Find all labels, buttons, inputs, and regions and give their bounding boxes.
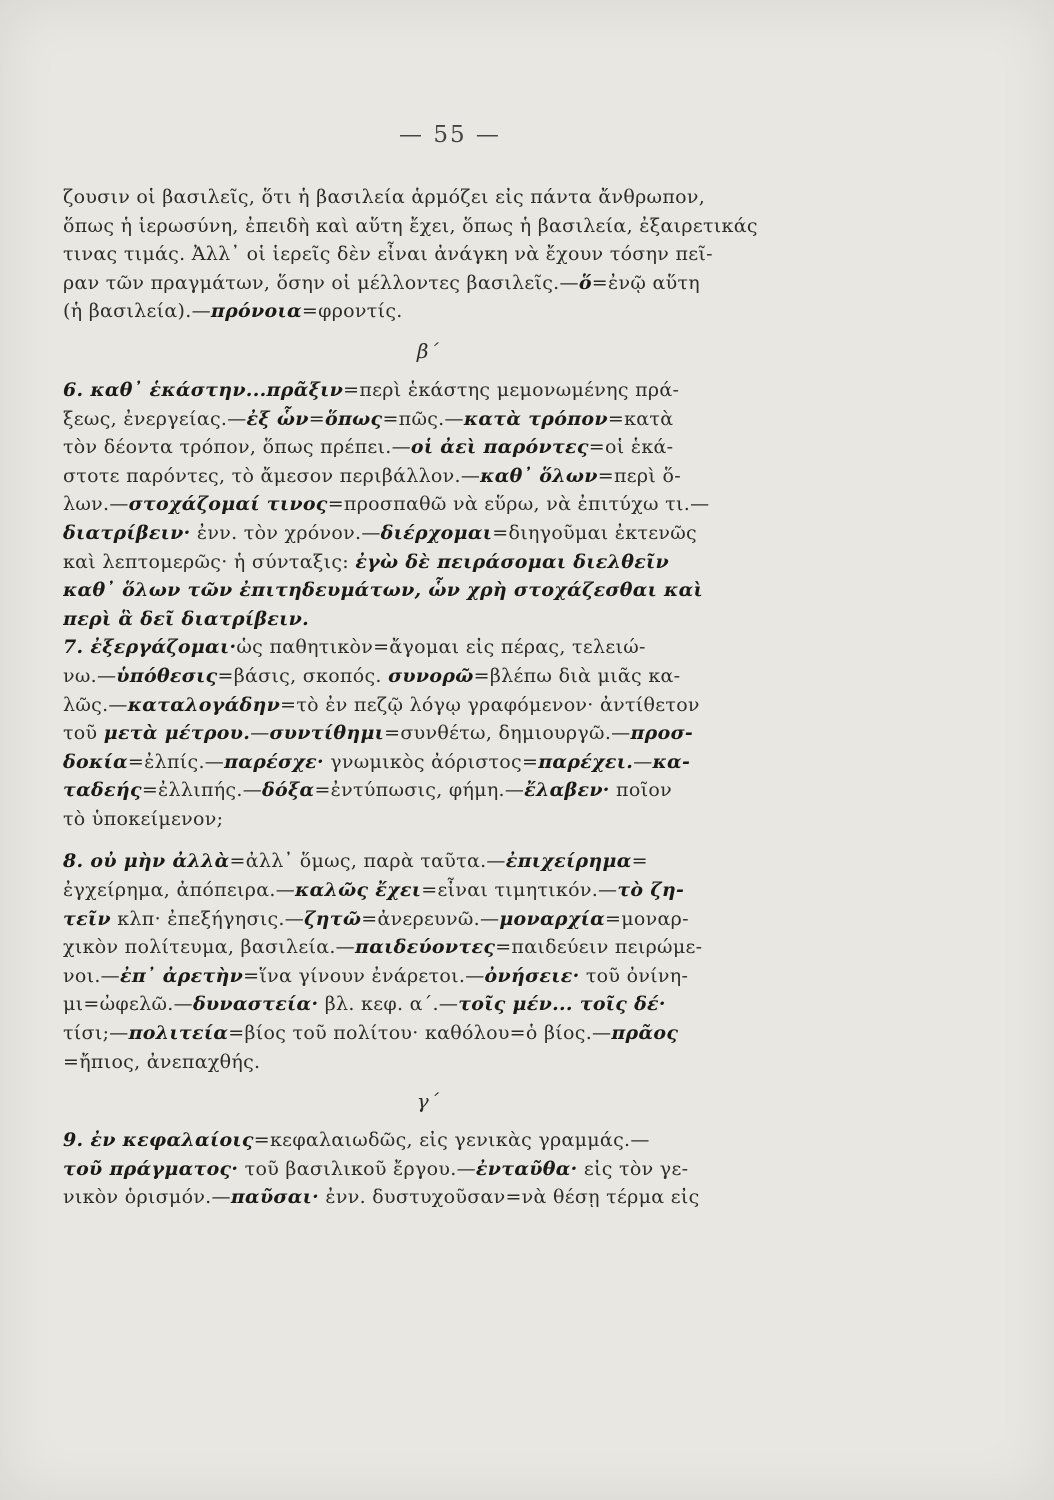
gloss-text: τὸ ὑποκείμενον; xyxy=(63,807,224,830)
lemma-term: μοναρχία xyxy=(499,907,606,930)
gloss-text: =διηγοῦμαι ἐκτενῶς xyxy=(492,521,697,544)
text-line xyxy=(63,633,853,662)
lemma-term: στοχάζομαί τινος xyxy=(128,493,328,516)
gloss-text: =εἶναι τιμητικόν.— xyxy=(421,879,618,902)
gloss-text: νικὸν ὁρισμόν.— xyxy=(63,1186,231,1209)
gloss-text: = xyxy=(631,850,648,873)
gloss-text: τινας τιμάς. Ἀλλ᾽ οἱ ἱερεῖς δὲν εἶναι ἀνάγκη νὰ ἔχουν τόσην πεῖ- xyxy=(63,243,713,266)
lemma-term: καλῶς ἔχει xyxy=(295,879,422,902)
lemma-term: δοκία xyxy=(63,750,128,773)
text-line xyxy=(63,576,853,605)
text-line xyxy=(63,1155,853,1184)
gloss-text: τοῦ ὀνίνη- xyxy=(579,964,689,987)
gloss-text: =ἵνα γίνουν ἐνάρετοι.— xyxy=(243,964,485,987)
lemma-term: ἐξ ὧν xyxy=(246,407,309,430)
lemma-term: παιδεύοντες xyxy=(355,936,496,959)
gloss-text: =πῶς.— xyxy=(382,407,464,430)
gloss-text: βλ. κεφ. α΄.— xyxy=(318,993,459,1016)
lemma-term: καθ᾽ ὅλων τῶν ἐπιτηδευμάτων, ὧν χρὴ στοχάζεσθαι καὶ xyxy=(63,579,703,602)
lemma-term: διέρχομαι xyxy=(380,521,493,544)
text-line xyxy=(63,519,853,548)
lemma-term: κατὰ τρόπον xyxy=(463,407,608,430)
lemma-term: παρέχει. xyxy=(538,750,634,773)
lemma-term: συντίθημι xyxy=(269,722,385,745)
gloss-text: =οἱ ἑκά- xyxy=(588,436,674,459)
text-line xyxy=(63,240,853,269)
lemma-term: τοῖς μέν... τοῖς δέ· xyxy=(458,993,666,1016)
text-line xyxy=(63,933,853,962)
lemma-term: καταλογάδην xyxy=(127,693,281,716)
lemma-term: τεῖν xyxy=(63,907,111,930)
gloss-text: =συνθέτω, δημιουργῶ.— xyxy=(384,722,631,745)
text-line xyxy=(63,1019,853,1048)
gloss-text: λων.— xyxy=(63,493,129,516)
lemma-term: 9. ἐν κεφαλαίοις xyxy=(63,1129,254,1152)
text-line xyxy=(63,269,853,298)
text-line xyxy=(63,1126,853,1155)
lemma-term: συνορῶ xyxy=(388,664,474,687)
gloss-text: =βλέπω διὰ μιᾶς κα- xyxy=(473,664,681,687)
lemma-term: τοῦ πράγματος· xyxy=(63,1157,239,1180)
lemma-term: ταδεής xyxy=(63,779,142,802)
text-line xyxy=(63,905,853,934)
text-line xyxy=(63,776,853,805)
text-line xyxy=(63,1183,853,1212)
lemma-term: πρᾶος xyxy=(611,1022,679,1045)
gloss-text: λῶς.— xyxy=(63,693,128,716)
commentary-text xyxy=(63,183,853,1212)
text-line xyxy=(63,962,853,991)
lemma-term: δόξα xyxy=(262,779,315,802)
gloss-text: καὶ λεπτομερῶς· ἡ σύνταξις: xyxy=(63,550,356,573)
gloss-text: νω.— xyxy=(63,664,117,687)
gloss-text: τοῦ xyxy=(63,722,104,745)
text-line xyxy=(63,719,853,748)
text-line xyxy=(63,405,853,434)
gloss-text: τοῦ βασιλικοῦ ἔργου.— xyxy=(238,1157,476,1180)
gloss-text: =μοναρ- xyxy=(605,907,689,930)
gloss-text: ἐγχείρημα, ἀπόπειρα.— xyxy=(63,879,296,902)
gloss-text: τὸν δέοντα τρόπον, ὅπως πρέπει.— xyxy=(63,436,411,459)
gloss-text: =φροντίς. xyxy=(301,300,403,323)
text-line xyxy=(63,183,853,212)
section-heading-beta: β΄ xyxy=(416,338,440,363)
gloss-text: χικὸν πολίτευμα, βασιλεία.— xyxy=(63,936,355,959)
gloss-text: =προσπαθῶ νὰ εὕρω, νὰ ἐπιτύχω τι.— xyxy=(327,493,710,516)
gloss-text: =βάσις, σκοπός. xyxy=(217,664,389,687)
gloss-text: μι=ὠφελῶ.— xyxy=(63,993,193,1016)
lemma-term: ἐπιχείρημα xyxy=(505,850,632,873)
gloss-text: =ἀνερευνῶ.— xyxy=(361,907,500,930)
gloss-text: =παιδεύειν πειρώμε- xyxy=(495,936,703,959)
text-line xyxy=(63,1048,853,1077)
lemma-term: προσ- xyxy=(630,722,694,745)
gloss-text: ἐνν. τὸν χρόνον.— xyxy=(190,521,381,544)
page-number: — 55 — xyxy=(399,122,501,148)
gloss-text: =ἀλλ᾽ ὅμως, παρὰ ταῦτα.— xyxy=(229,850,506,873)
lemma-term: πρόνοια xyxy=(210,300,302,323)
text-line xyxy=(63,212,853,241)
gloss-text: — xyxy=(633,750,653,773)
text-line xyxy=(63,805,853,834)
lemma-term: διατρίβειν· xyxy=(63,521,191,544)
gloss-text: εἰς τὸν γε- xyxy=(577,1157,689,1180)
text-line xyxy=(63,462,853,491)
gloss-text: = xyxy=(308,407,325,430)
text-line xyxy=(63,876,853,905)
gloss-text: γνωμικὸς ἀόριστος= xyxy=(323,750,539,773)
gloss-text: ξεως, ἐνεργείας.— xyxy=(63,407,247,430)
gloss-text: στοτε παρόντες, τὸ ἄμεσον περιβάλλον.— xyxy=(63,464,481,487)
gloss-text: =βίος τοῦ πολίτου· καθόλου=ὁ βίος.— xyxy=(228,1022,612,1045)
lemma-term: ὀνήσειε· xyxy=(484,964,580,987)
text-line xyxy=(63,548,853,577)
lemma-term: περὶ ἃ δεῖ διατρίβειν. xyxy=(63,607,310,630)
text-line xyxy=(63,297,853,326)
gloss-text: =περὶ ὅ- xyxy=(597,464,681,487)
lemma-term: πολιτεία xyxy=(128,1022,229,1045)
gloss-text: τίσι;— xyxy=(63,1022,129,1045)
text-line xyxy=(63,433,853,462)
gloss-text: =ἐντύπωσις, φήμη.— xyxy=(314,779,525,802)
gloss-text: =κατὰ xyxy=(607,407,674,430)
gloss-text: νοι.— xyxy=(63,964,120,987)
lemma-term: ὅπως xyxy=(324,407,383,430)
text-line xyxy=(63,847,853,876)
lemma-term: 7. ἐξεργάζομαι· xyxy=(63,636,237,659)
lemma-term: οἱ ἀεὶ παρόντες xyxy=(410,436,589,459)
lemma-term: μετὰ μέτρου. xyxy=(103,722,251,745)
paragraph-gap xyxy=(63,833,853,847)
lemma-term: 8. οὐ μὴν ἀλλὰ xyxy=(63,850,230,873)
lemma-term: τὸ ζη- xyxy=(617,879,685,902)
lemma-term: παῦσαι· xyxy=(230,1186,320,1209)
text-line xyxy=(63,990,853,1019)
gloss-text: =ἐλλιπής.— xyxy=(141,779,263,802)
lemma-term: δυναστεία· xyxy=(192,993,319,1016)
lemma-term: 6. καθ᾽ ἑκάστην...πρᾶξιν xyxy=(63,378,344,401)
lemma-term: ζητῶ xyxy=(304,907,362,930)
gloss-text: =περὶ ἑκάστης μεμονωμένης πρά- xyxy=(343,378,680,401)
lemma-term: ὑπόθεσις xyxy=(116,664,218,687)
text-line xyxy=(63,691,853,720)
gloss-text: κλπ· ἐπεξήγησις.— xyxy=(110,907,305,930)
gloss-text: =ἐλπίς.— xyxy=(127,750,225,773)
text-line xyxy=(63,490,853,519)
gloss-text: ἐνν. δυστυχοῦσαν=νὰ θέσῃ τέρμα εἰς xyxy=(319,1186,700,1209)
section-heading-gamma: γ΄ xyxy=(416,1089,440,1114)
gloss-text: ραν τῶν πραγμάτων, ὅσην οἱ μέλλοντες βασιλεῖς.— xyxy=(63,271,579,294)
lemma-term: ὅ xyxy=(578,271,592,294)
lemma-term: ἐγὼ δὲ πειράσομαι διελθεῖν xyxy=(355,550,670,573)
lemma-term: παρέσχε· xyxy=(224,750,324,773)
text-line xyxy=(63,376,853,405)
gloss-text: =κεφαλαιωδῶς, εἰς γενικὰς γραμμάς.— xyxy=(253,1129,650,1152)
gloss-text: =ἤπιος, ἀνεπαχθής. xyxy=(63,1050,261,1073)
text-line xyxy=(63,662,853,691)
lemma-term: ἔλαβεν· xyxy=(524,779,610,802)
lemma-term: ἐνταῦθα· xyxy=(475,1157,578,1180)
gloss-text: ὡς παθητικὸν=ἄγομαι εἰς πέρας, τελειώ- xyxy=(236,636,646,659)
gloss-text: ζουσιν οἱ βασιλεῖς, ὅτι ἡ βασιλεία ἁρμόζει εἰς πάντα ἄνθρωπον, xyxy=(63,186,706,208)
gloss-text: ὅπως ἡ ἱερωσύνη, ἐπειδὴ καὶ αὕτη ἔχει, ὅπως ἡ βασιλεία, ἐξαιρετικάς xyxy=(63,214,758,237)
text-line xyxy=(63,605,853,634)
gloss-text: (ἡ βασιλεία).— xyxy=(63,300,211,323)
gloss-text: =τὸ ἐν πεζῷ λόγῳ γραφόμενον· ἀντίθετον xyxy=(280,693,700,716)
lemma-term: καθ᾽ ὅλων xyxy=(480,464,598,487)
lemma-term: κα- xyxy=(652,750,691,773)
text-line xyxy=(63,748,853,777)
lemma-term: ἐπ᾽ ἀρετὴν xyxy=(119,964,244,987)
gloss-text: =ἐνῷ αὕτη xyxy=(591,271,700,294)
gloss-text: ποῖον xyxy=(609,779,672,802)
gloss-text: — xyxy=(250,722,270,745)
